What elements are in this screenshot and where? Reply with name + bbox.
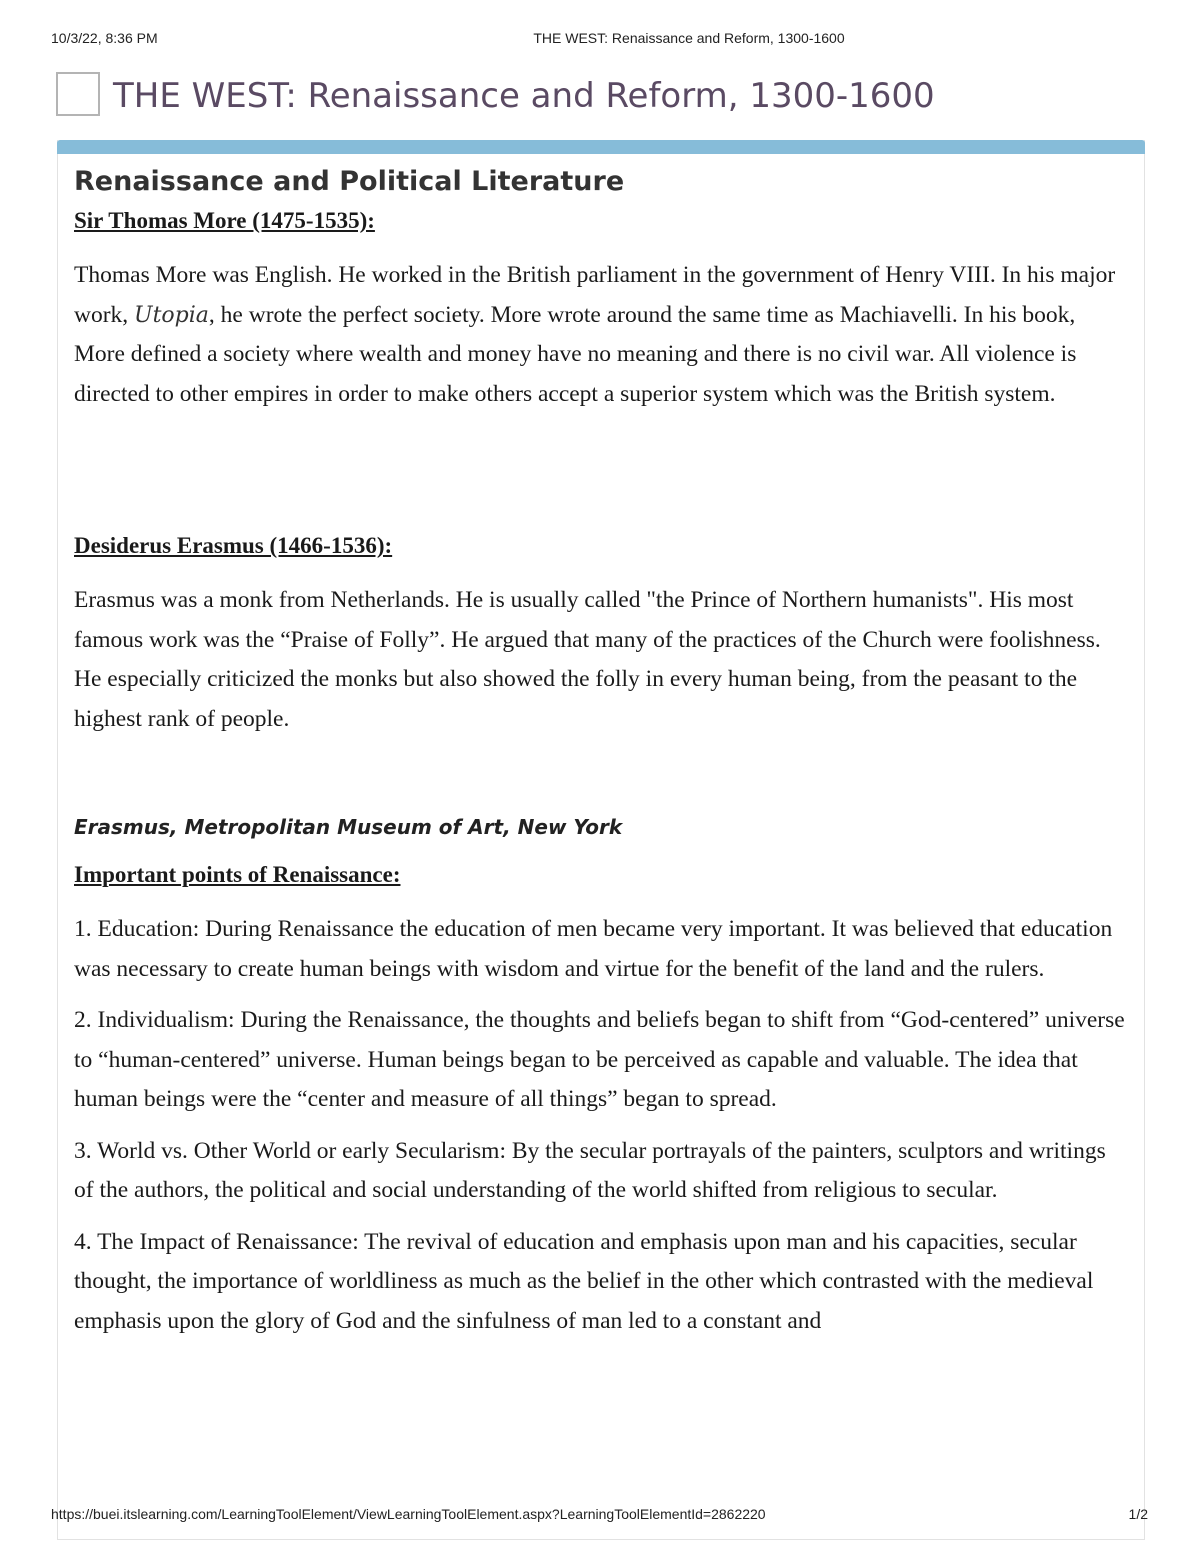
erasmus-heading: Desiderus Erasmus (1466-1536):	[74, 533, 393, 558]
renaissance-point-item: 2. Individualism: During the Renaissance, the thoughts and beliefs began to shift from “God-centered” universe to “human-centered” universe. Human beings began to be perceived as capable and valuable. The idea that human beings were the “center and measure of all things” began to spread.	[74, 1007, 1125, 1112]
renaissance-point-item: 1. Education: During Renaissance the education of men became very important. It was believed that education was necessary to create human beings with wisdom and virtue for the benefit of the land and the rulers.	[74, 916, 1113, 982]
more-paragraph	[74, 256, 1126, 414]
more-heading: Sir Thomas More (1475-1535):	[74, 208, 375, 233]
erasmus-image-caption: Erasmus, Metropolitan Museum of Art, New York	[74, 815, 623, 839]
section-heading: Renaissance and Political Literature	[74, 166, 625, 197]
completion-checkbox[interactable]	[56, 72, 100, 116]
important-points-list	[74, 910, 1126, 1341]
print-date: 10/3/22, 8:36 PM	[51, 30, 158, 46]
utopia-title: Utopia	[134, 302, 209, 328]
renaissance-point-item: 4. The Impact of Renaissance: The revival of education and emphasis upon man and his capacities, secular thought, the importance of worldliness as much as the belief in the other which contrasted with the medieval emphasis upon the glory of God and the sinfulness of man led to a constant and	[74, 1228, 1094, 1334]
more-text-part-1: Thomas More was English. He worked in the British parliament in the government of Henry VIII. In his major work,	[74, 262, 1116, 328]
card-body	[74, 162, 1126, 1341]
print-page-number: 1/2	[1128, 1506, 1148, 1522]
erasmus-paragraph: Erasmus was a monk from Netherlands. He is usually called "the Prince of Northern humanists". His most famous work was the “Praise of Folly”. He argued that many of the practices of the Church were foolishness. He especially criticized the monks but also showed the folly in every human being, from the peasant to the highest rank of people.	[74, 587, 1101, 732]
important-points-heading: Important points of Renaissance:	[74, 862, 401, 887]
print-footer	[0, 1506, 1200, 1526]
content-card	[57, 140, 1145, 1540]
card-top-bar	[57, 140, 1145, 154]
title-row	[56, 70, 1156, 122]
more-text-part-2: , he wrote the perfect society. More wrote around the same time as Machiavelli. In his book, More defined a society where wealth and money have no meaning and there is no civil war. All violence is directed to other empires in order to make others accept a superior system which was the British system.	[74, 301, 1077, 407]
print-header	[0, 30, 1200, 50]
print-doc-title: THE WEST: Renaissance and Reform, 1300-1600	[533, 30, 845, 46]
print-url: https://buei.itslearning.com/LearningToolElement/ViewLearningToolElement.aspx?LearningToolElementId=2862220	[51, 1506, 766, 1522]
renaissance-point-item: 3. World vs. Other World or early Secularism: By the secular portrayals of the painters, sculptors and writings of the authors, the political and social understanding of the world shifted from religious to secular.	[74, 1137, 1106, 1203]
page-title: THE WEST: Renaissance and Reform, 1300-1600	[113, 76, 935, 116]
